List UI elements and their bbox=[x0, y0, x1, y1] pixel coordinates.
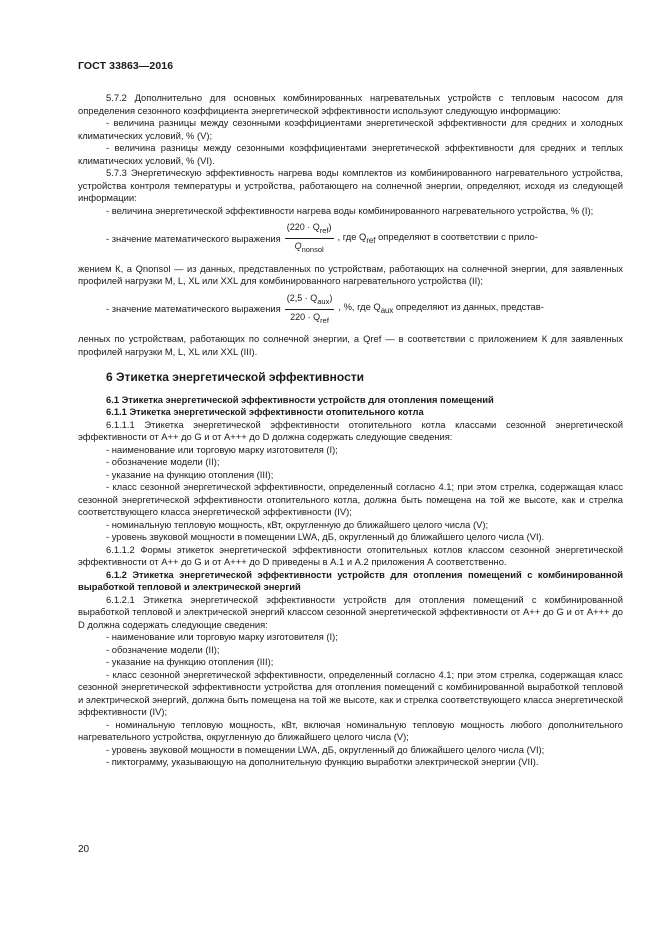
formula-tail: , где $Q_{ref}$ определяют в соответствии с прило- bbox=[337, 230, 538, 245]
fraction-numerator: $(220 \cdot Q_{ref})$ bbox=[285, 221, 334, 239]
paragraph-6-1-1-2: 6.1.1.2 Формы этикеток энергетической эффективности отопительных котлов классом сезонной энергетической эффективности от А++ до G и от А+++ до D приведены в А.1 и А.2 приложения А соответственно. bbox=[78, 543, 623, 568]
list-item: - класс сезонной энергетической эффективности, определенный согласно 4.1; при этом стрелка, содержащая класс сезонной энергетической эффективности отопительного котла, должна быть помещена на той же высоте, как и стрелка соответствующего класса энергетической эффективности (IV); bbox=[78, 481, 623, 518]
formula-fraction bbox=[285, 221, 334, 257]
list-item: - обозначение модели (II); bbox=[106, 456, 220, 468]
formula-fraction bbox=[285, 292, 335, 328]
list-item: - номинальную тепловую мощность, кВт, включая номинальную тепловую мощность любого дополнительного нагревательного устройства, округленную до ближайшего целого числа (V); bbox=[78, 718, 623, 743]
list-item: - уровень звуковой мощности в помещении LWA, дБ, округленный до ближайшего целого числа (VI); bbox=[106, 743, 545, 755]
paragraph-5-7-3: 5.7.3 Энергетическую эффективность нагрева воды комплектов из комбинированного нагревательного устройства, устройства контроля температуры и устройства, работающего на солнечной энергии, определяют, исходя из следующей информации: bbox=[78, 167, 623, 203]
list-item: - наименование или торговую марку изготовителя (I); bbox=[106, 631, 338, 643]
paragraph-5-7-2: 5.7.2 Дополнительно для основных комбинированных нагревательных устройств с тепловым насосом для определения сезонного коэффициента энергетической эффективности используют следующую информацию: bbox=[78, 92, 623, 116]
formula-lead: - значение математического выражения bbox=[106, 232, 281, 244]
paragraph-continuation: ленных по устройствам, работающих по солнечной энергии, а Qref — в соответствии с приложением К для заявленных профилей нагрузки M, L, XL или XXL (III). bbox=[78, 333, 623, 357]
list-item: - величина разницы между сезонными коэффициентами энергетической эффективности для средних и теплых климатических условий, % (VI). bbox=[78, 142, 623, 166]
list-item: - обозначение модели (II); bbox=[106, 643, 220, 655]
section-heading-6: 6 Этикетка энергетической эффективности bbox=[106, 370, 365, 385]
formula-tail: , %, где $Q_{aux}$ определяют из данных, представ- bbox=[338, 301, 544, 316]
list-item: - величина энергетической эффективности нагрева воды комбинированного нагревательного устройства, % (I); bbox=[106, 204, 594, 216]
subsection-heading-6-1-2: 6.1.2 Этикетка энергетической эффективности устройств для отопления помещений с комбинированной выработкой тепловой и электрической энергий bbox=[78, 568, 623, 593]
paragraph-6-1-2-1: 6.1.2.1 Этикетка энергетической эффективности устройств для отопления помещений с комбинированной выработкой тепловой и электрической энергий классом сезонной энергетической эффективности от А++ до G и от А+++ до D должна содержать следующие сведения: bbox=[78, 593, 623, 630]
fraction-numerator: $(2,5 \cdot Q_{aux})$ bbox=[285, 292, 335, 310]
document-header: ГОСТ 33863—2016 bbox=[78, 60, 174, 72]
paragraph-6-1-1-1: 6.1.1.1 Этикетка энергетической эффективности отопительного котла классами сезонной энергетической эффективности от А++ до G и от А+++ до D должна содержать следующие сведения: bbox=[78, 418, 623, 443]
list-item: - наименование или торговую марку изготовителя (I); bbox=[106, 443, 338, 455]
formula-line-1 bbox=[78, 221, 623, 257]
list-item: - пиктограмму, указывающую на дополнительную функцию выработки электрической энергии (VII). bbox=[106, 756, 539, 768]
document-body bbox=[78, 92, 623, 769]
fraction-denominator: $220 \cdot Q_{ref}$ bbox=[290, 311, 329, 325]
paragraph-continuation: жением К, а Qnonsol — из данных, представленных по устройствам, работающих на солнечной энергии, для заявленных профилей нагрузки M, L, XL или XXL для комбинированного нагревательного устройства (II); bbox=[78, 262, 623, 287]
list-item: - класс сезонной энергетической эффективности, определенный согласно 4.1; при этом стрелка, содержащая класс сезонной энергетической эффективности устройства для отопления помещений с комбинированной выработкой тепловой и электрической энергий, должна быть помещена на той же высоте, как и стрелка соответствующего класса энергетической эффективности (IV); bbox=[78, 668, 623, 718]
formula-lead: - значение математического выражения bbox=[106, 303, 281, 315]
list-item: - номинальную тепловую мощность, кВт, округленную до ближайшего целого числа (V); bbox=[106, 518, 489, 530]
subsection-heading-6-1: 6.1 Этикетка энергетической эффективности устройств для отопления помещений bbox=[106, 393, 494, 405]
list-item: - указание на функцию отопления (III); bbox=[106, 656, 274, 668]
list-item: - уровень звуковой мощности в помещении LWA, дБ, округленный до ближайшего целого числа (VI). bbox=[106, 531, 545, 543]
page-number: 20 bbox=[78, 844, 90, 855]
formula-line-2 bbox=[78, 292, 623, 328]
fraction-denominator: $Q_{nonsol}$ bbox=[294, 241, 324, 255]
list-item: - указание на функцию отопления (III); bbox=[106, 468, 274, 480]
subsection-heading-6-1-1: 6.1.1 Этикетка энергетической эффективности отопительного котла bbox=[106, 406, 424, 418]
list-item: - величина разницы между сезонными коэффициентами энергетической эффективности для средних и холодных климатических условий, % (V); bbox=[78, 117, 623, 141]
